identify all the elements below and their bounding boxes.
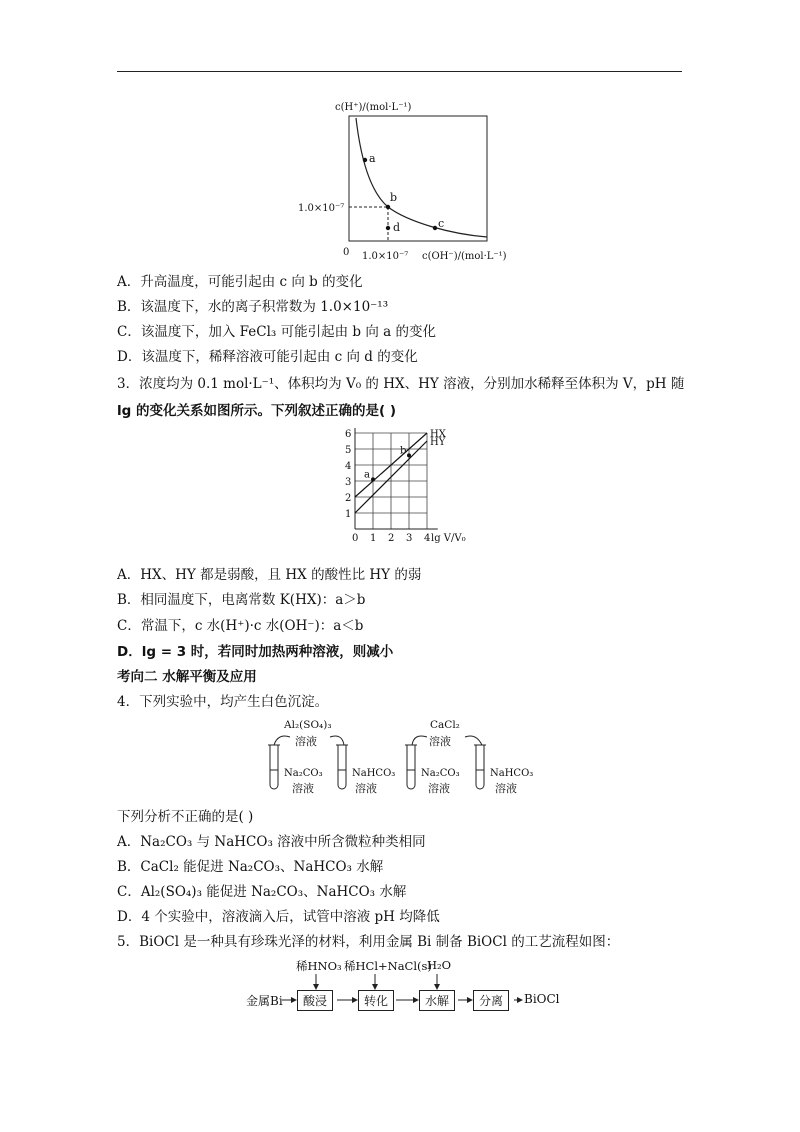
ion-product-figure — [290, 100, 520, 265]
x-tick-3: 3 — [406, 533, 413, 544]
q3-option-a: A．HX、HY 都是弱酸，且 HX 的酸性比 HY 的弱 — [117, 567, 422, 583]
fig1-label-c: c — [438, 217, 445, 230]
y-tick-5: 5 — [345, 445, 352, 456]
fig1-ylabel: c(H⁺)/(mol·L⁻¹) — [335, 102, 412, 113]
tube3-label: 溶液 — [428, 782, 450, 795]
x-tick-2: 2 — [388, 533, 395, 544]
arrow-1 — [274, 736, 290, 745]
q2-option-d: D．该温度下，稀释溶液可能引起由 c 向 d 的变化 — [117, 349, 418, 365]
q2-option-c: C．该温度下，加入 FeCl₃ 可能引起由 b 向 a 的变化 — [117, 324, 436, 340]
y-tick-6: 6 — [345, 429, 352, 440]
fig1-point-b — [386, 205, 390, 209]
test-tube-1 — [268, 745, 280, 789]
fig1-point-d — [386, 226, 390, 230]
tube1-label: 溶液 — [292, 782, 314, 795]
flow-step-4: 分离 — [473, 990, 509, 1011]
fig1-point-a — [363, 158, 367, 162]
test-tube-4 — [474, 745, 486, 789]
q4-option-a: A．Na₂CO₃ 与 NaHCO₃ 溶液中所含微粒种类相同 — [117, 834, 426, 850]
x-tick-0: 0 — [352, 533, 359, 544]
fig1-curve — [356, 118, 487, 237]
fig1-xlabel: c(OH⁻)/(mol·L⁻¹) — [422, 251, 507, 262]
reagent2-formula: CaCl₂ — [430, 719, 460, 731]
flow-step-2: 转化 — [358, 990, 394, 1011]
q4-stem: 4．下列实验中，均产生白色沉淀。 — [117, 694, 329, 710]
q5-start: 金属Bi — [246, 994, 283, 1008]
q2-option-b: B．该温度下，水的离子积常数为 1.0×10⁻¹³ — [117, 299, 389, 315]
tube2-formula: NaHCO₃ — [352, 768, 396, 779]
flow-step-1: 酸浸 — [297, 990, 333, 1011]
point-b — [407, 453, 411, 457]
arrow-2 — [330, 736, 344, 745]
test-tube-3 — [405, 745, 417, 789]
tube4-label: 溶液 — [495, 782, 517, 795]
fig1-ytick: 1.0×10⁻⁷ — [298, 203, 345, 214]
fig1-point-c — [433, 226, 437, 230]
fig1-label-a: a — [369, 152, 376, 165]
y-tick-1: 1 — [345, 509, 352, 520]
arrow-3 — [412, 736, 427, 745]
test-tube-2 — [336, 745, 348, 789]
q3-stem-1: 3．浓度均为 0.1 mol·L⁻¹、体积均为 V₀ 的 HX、HY 溶液，分别加水稀释至体积为 V，pH 随 — [117, 376, 685, 392]
header-rule — [117, 71, 682, 72]
flow-arrows — [240, 972, 570, 1012]
q5-end: BiOCl — [524, 992, 560, 1006]
x-tick-1: 1 — [370, 533, 377, 544]
ph-chart — [330, 428, 470, 558]
fig1-label-d: d — [393, 221, 401, 234]
reagent1-label: 溶液 — [295, 735, 317, 748]
fig1-label-b: b — [390, 191, 398, 204]
x-axis-title: lg V/V₀ — [431, 533, 466, 544]
q5-stem: 5．BiOCl 是一种具有珍珠光泽的材料，利用金属 Bi 制备 BiOCl 的工艺流程如图： — [117, 934, 620, 950]
point-label-b: b — [400, 445, 407, 457]
y-tick-2: 2 — [345, 493, 352, 504]
q2-option-a: A．升高温度，可能引起由 c 向 b 的变化 — [117, 274, 363, 290]
arrow-4 — [465, 736, 482, 745]
tube4-formula: NaHCO₃ — [490, 768, 534, 779]
q4-question: 下列分析不正确的是( ) — [117, 809, 254, 825]
q5-reagent-2: 稀HCl+NaCl(s) — [344, 959, 432, 973]
point-a — [371, 477, 375, 481]
series-label-HX: HX — [430, 429, 446, 440]
flow-step-3: 水解 — [419, 990, 455, 1011]
q4-option-c: C．Al₂(SO₄)₃ 能促进 Na₂CO₃、NaHCO₃ 水解 — [117, 884, 407, 900]
q3-option-b: B．相同温度下，电离常数 K(HX)：a＞b — [117, 592, 366, 608]
reagent2-label: 溶液 — [429, 735, 451, 748]
q4-option-d: D．4 个实验中，溶液滴入后，试管中溶液 pH 均降低 — [117, 909, 440, 925]
q3-option-c: C．常温下，c 水(H⁺)·c 水(OH⁻)：a＜b — [117, 618, 364, 634]
q4-option-b: B．CaCl₂ 能促进 Na₂CO₃、NaHCO₃ 水解 — [117, 859, 384, 875]
tube2-label: 溶液 — [355, 782, 377, 795]
fig1-origin: 0 — [343, 247, 350, 258]
section2-title: 考向二 水解平衡及应用 — [117, 669, 257, 685]
q5-reagent-1: 稀HNO₃ — [296, 959, 342, 973]
tube1-formula: Na₂CO₃ — [284, 768, 323, 779]
test-tube-figure — [262, 715, 552, 800]
x-tick-4: 4 — [424, 533, 431, 544]
reagent1-formula: Al₂(SO₄)₃ — [284, 719, 332, 731]
q3-stem-2: lg 的变化关系如图所示。下列叙述正确的是( ) — [117, 403, 397, 419]
tube3-formula: Na₂CO₃ — [421, 768, 460, 779]
fig1-xtick: 1.0×10⁻⁷ — [362, 251, 409, 262]
q5-reagent-3: H₂O — [427, 958, 452, 972]
series-label-HY: HY — [430, 437, 446, 448]
y-tick-3: 3 — [345, 477, 352, 488]
y-tick-4: 4 — [345, 461, 352, 472]
q3-option-d: D．lg = 3 时，若同时加热两种溶液，则减小 — [117, 644, 394, 660]
point-label-a: a — [364, 469, 370, 481]
